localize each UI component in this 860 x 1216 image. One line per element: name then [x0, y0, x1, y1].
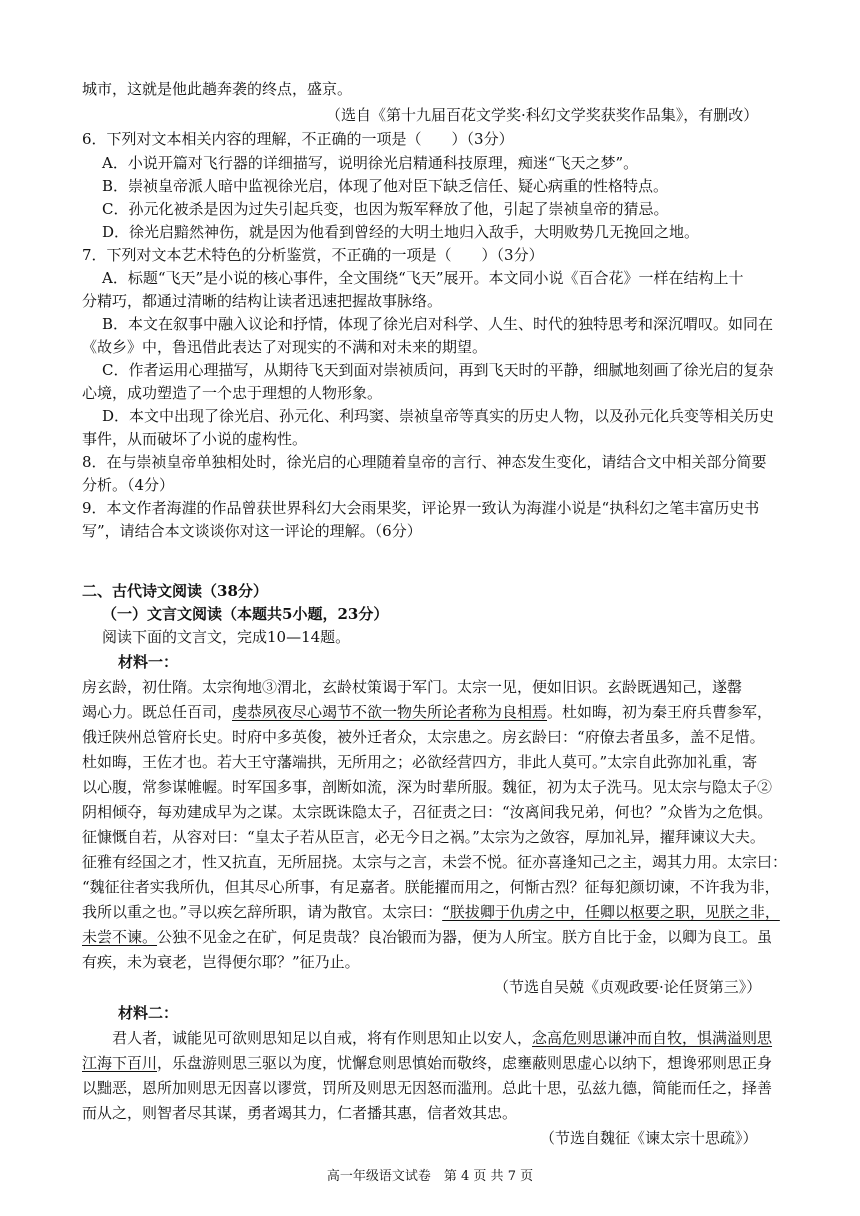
material-1-line: 征慷慨自若，从容对曰：“皇太子若从臣言，必无今日之祸。”太宗为之敛容，厚加礼异，擢拜谏议大夫。: [82, 828, 765, 846]
underlined-sentence: “朕拔卿于仇虏之中，任卿以枢要之职，见朕之非，: [442, 903, 780, 921]
question-7-option-b-cont: 《故乡》中，鲁迅借此表达了对现实的不满和对未来的期望。: [82, 338, 488, 356]
question-7-option-d-cont: 事件，从而破坏了小说的虚构性。: [82, 430, 308, 448]
question-7-option-a: A．标题“飞天”是小说的核心事件，全文围绕“飞天”展开。本文同小说《百合花》一样在结构上十: [102, 269, 744, 287]
question-7-option-d: D．本文中出现了徐光启、孙元化、利玛窦、崇祯皇帝等真实的历史人物，以及孙元化兵变等相关历史: [102, 407, 775, 425]
material-1-line: “魏征往者实我所仇，但其尽心所事，有足嘉者。朕能擢而用之，何惭古烈？征每犯颜切谏，不许我为非，: [82, 878, 780, 896]
material-1-text: 。杜如晦，初为秦王府兵曹参军，: [547, 703, 773, 721]
material-1-line: 有疾，未为衰老，岂得便尔耶？”征乃止。: [82, 953, 360, 971]
material-1-text: 我所以重之也。”寻以疾乞辞所职，请为散官。太宗曰：: [82, 903, 443, 921]
source-citation: （节选自吴兢《贞观政要·论任贤第三》）: [494, 978, 762, 996]
underlined-sentence: 念高危则思谦冲而自牧，惧满溢则思: [532, 1029, 773, 1047]
material-1-line: 以心腹，常参谋帷幄。时军国多事，剖断如流，深为时辈所服。魏征，初为太子洗马。见太宗与隐太子②: [82, 778, 773, 796]
underlined-sentence: 虔恭夙夜尽心竭节不欲一物失所论者称为良相焉: [232, 703, 548, 721]
material-1-line: [82, 926, 772, 948]
question-7-option-a-cont: 分精巧，都通过清晰的结构让读者迅速把握故事脉络。: [82, 292, 443, 310]
question-6-option-d: D．徐光启黯然神伤，就是因为他看到曾经的大明土地归入敌手，大明败势几无挽回之地。: [102, 223, 700, 241]
material-1-line: 杜如晦，王佐才也。若大王守藩端拱，无所用之；必欲经营四方，非此人莫可。”太宗自此弥加礼重，寄: [82, 753, 758, 771]
material-2-text: ，乐盘游则思三驱以为度，忧懈怠则思慎始而敬终，虑壅蔽则思虚心以纳下，想谗邪则思正身: [157, 1054, 773, 1072]
underlined-sentence: 江海下百川: [82, 1054, 158, 1072]
material-1-line: 阴相倾夺，每劝建成早为之谋。太宗既诛隐太子，召征责之曰：“汝离间我兄弟，何也？”众皆为之危惧。: [82, 803, 773, 821]
question-7-option-b: B．本文在叙事中融入议论和抒情，体现了徐光启对科学、人生、时代的独特思考和深沉喟叹。如同在: [102, 315, 774, 333]
question-7-stem: 7．下列对文本艺术特色的分析鉴赏，不正确的一项是（ ）（3分）: [82, 246, 544, 264]
question-6-option-c: C．孙元化被杀是因为过失引起兵变，也因为叛军释放了他，引起了崇祯皇帝的猜忌。: [102, 200, 669, 218]
subsection-title: （一）文言文阅读（本题共5小题，23分）: [102, 605, 389, 623]
material-1-line: 房玄龄，初仕隋。太宗徇地③渭北，玄龄杖策谒于军门。太宗一见，便如旧识。玄龄既遇知己，遂罄: [82, 678, 743, 696]
material-1-label: 材料一：: [118, 653, 179, 671]
underlined-sentence: 未尝不谏。: [82, 928, 158, 946]
material-1-line: 征雅有经国之才，性又抗直，无所屈挠。太宗与之言，未尝不悦。征亦喜逢知己之主，竭其力用。太宗曰：: [82, 853, 788, 871]
material-2-line: 以黜恶，恩所加则思无因喜以谬赏，罚所及则思无因怒而滥刑。总此十思，弘兹九德，简能而任之，择善: [82, 1079, 773, 1097]
material-2-text: 君人者，诚能见可欲则思知足以自戒，将有作则思知止以安人，: [112, 1029, 533, 1047]
question-8: 8．在与崇祯皇帝单独相处时，徐光启的心理随着皇帝的言行、神态发生变化，请结合文中相关部分简要: [82, 453, 767, 471]
section-title: 二、古代诗文阅读（38分）: [82, 582, 268, 600]
material-2-line: [82, 1052, 772, 1074]
text-line: 城市，这就是他此趟奔袭的终点，盛京。: [82, 80, 353, 98]
material-2-line: 而从之，则智者尽其谋，勇者竭其力，仁者播其惠，信者效其忠。: [82, 1104, 518, 1122]
material-2-label: 材料二：: [118, 1004, 179, 1022]
material-1-text: 竭心力。既总任百司，: [82, 703, 233, 721]
material-2-line: [112, 1027, 772, 1049]
page-footer: 高一年级语文试卷 第 4 页 共 7 页: [326, 1169, 534, 1184]
question-6-option-a: A．小说开篇对飞行器的详细描写，说明徐光启精通科技原理，痴迷“飞天之梦”。: [102, 154, 639, 172]
source-citation: （节选自魏征《谏太宗十思疏》）: [540, 1129, 758, 1147]
question-7-option-c: C．作者运用心理描写，从期待飞天到面对崇祯质问，再到飞天时的平静，细腻地刻画了徐光启的复杂: [102, 361, 774, 379]
question-6-stem: 6．下列对文本相关内容的理解，不正确的一项是（ ）（3分）: [82, 130, 514, 148]
question-9: 9．本文作者海漄的作品曾获世界科幻大会雨果奖，评论界一致认为海漄小说是“执科幻之笔丰富历史书: [82, 499, 760, 517]
question-8-cont: 分析。（4分）: [82, 476, 175, 494]
question-9-cont: 写”，请结合本文谈谈你对这一评论的理解。（6分）: [82, 522, 422, 540]
question-6-option-b: B．崇祯皇帝派人暗中监视徐光启，体现了他对臣下缺乏信任、疑心病重的性格特点。: [102, 177, 669, 195]
question-7-option-c-cont: 心境，成功塑造了一个忠于理想的人物形象。: [82, 384, 383, 402]
material-1-line: [82, 701, 772, 723]
material-1-line: [82, 901, 780, 923]
source-citation: （选自《第十九届百花文学奖·科幻文学奖获奖作品集》，有删改）: [326, 106, 759, 124]
reading-instruction: 阅读下面的文言文，完成10—14题。: [102, 628, 351, 646]
material-1-text: 公独不见金之在矿，何足贵哉？良冶锻而为器，便为人所宝。朕方自比于金，以卿为良工。虽: [157, 928, 773, 946]
material-1-line: 俄迁陕州总管府长史。时府中多英俊，被外迁者众，太宗患之。房玄龄曰：“府僚去者虽多，盖不足惜。: [82, 728, 765, 746]
